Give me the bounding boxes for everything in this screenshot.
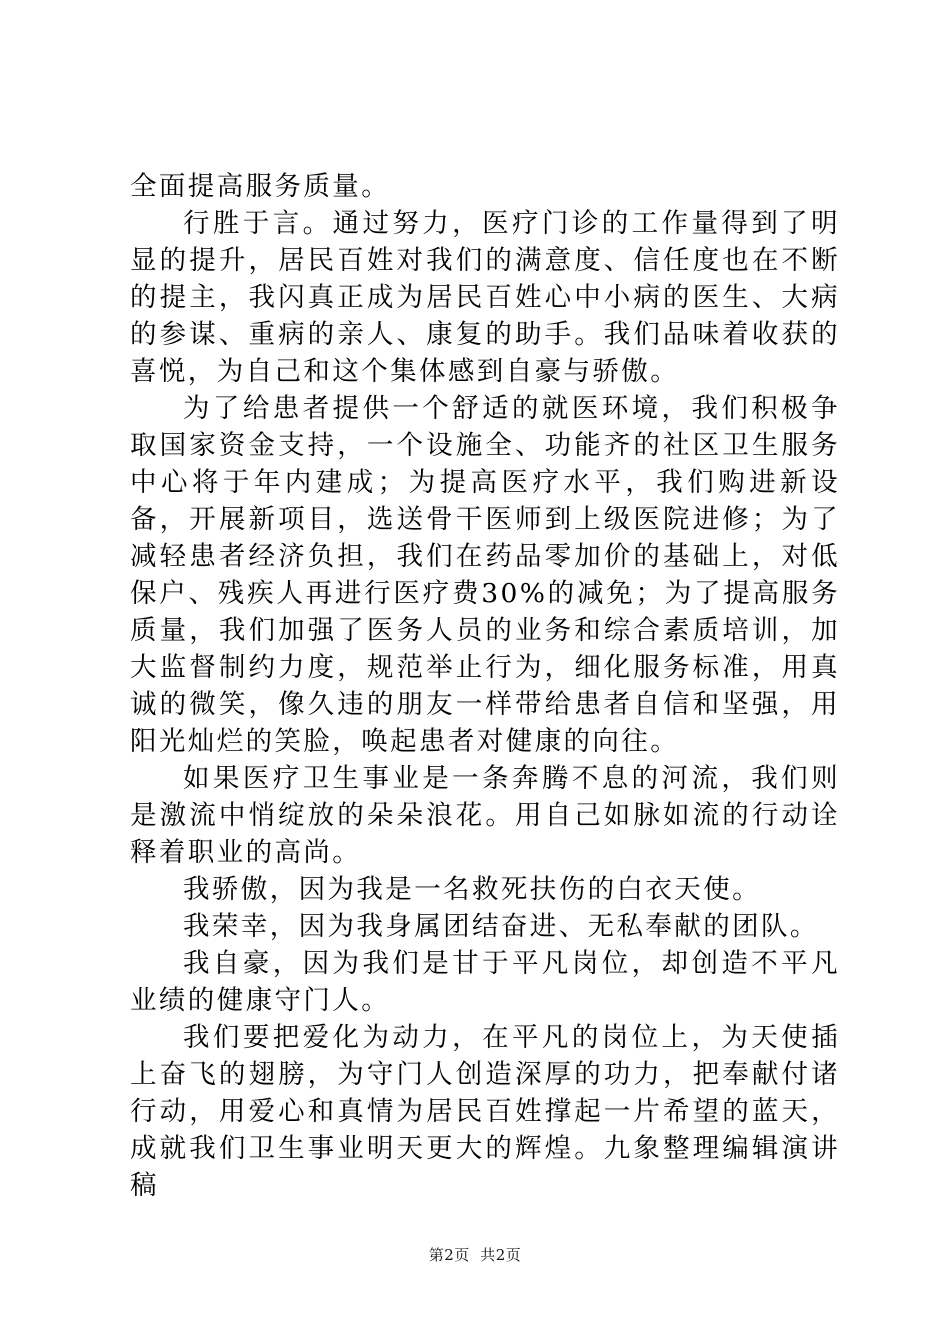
page-footer	[0, 1244, 950, 1265]
paragraph: 我骄傲，因为我是一名救死扶伤的白衣天使。	[183, 874, 761, 905]
page-number: 第2页 共2页	[428, 1246, 522, 1264]
paragraph: 行胜于言。通过努力，医疗门诊的工作量得到了明显的提升，居民百姓对我们的满意度、信任度也在不断的提主，我闪真正成为居民百姓心中小病的医生、大病的参谋、重病的亲人、康复的助手。我们品味着收获的喜悦，为自己和这个集体感到自豪与骄傲。	[130, 208, 840, 387]
paragraph: 全面提高服务质量。	[130, 171, 391, 202]
paragraph: 为了给患者提供一个舒适的就医环境，我们积极争取国家资金支持，一个设施全、功能齐的社区卫生服务中心将于年内建成；为提高医疗水平，我们购进新设备，开展新项目，选送骨干医师到上级医院进修；为了减轻患者经济负担，我们在药品零加价的基础上，对低保户、残疾人再进行医疗费30%的减免；为了提高服务质量，我们加强了医务人员的业务和综合素质培训，加大监督制约力度，规范举止行为，细化服务标准，用真诚的微笑，像久违的朋友一样带给患者自信和坚强，用阳光灿烂的笑脸，唤起患者对健康的向往。	[130, 393, 840, 757]
paragraph: 如果医疗卫生事业是一条奔腾不息的河流，我们则是激流中悄绽放的朵朵浪花。用自己如脉如流的行动诠释着职业的高尚。	[130, 763, 840, 868]
paragraph: 我荣幸，因为我身属团结奋进、无私奉献的团队。	[183, 911, 819, 942]
document-body	[130, 168, 840, 1204]
paragraph: 我们要把爱化为动力，在平凡的岗位上，为天使插上奋飞的翅膀，为守门人创造深厚的功力，把奉献付诸行动，用爱心和真情为居民百姓撑起一片希望的蓝天，成就我们卫生事业明天更大的辉煌。九象整理编辑演讲稿	[130, 1022, 840, 1201]
paragraph: 我自豪，因为我们是甘于平凡岗位，却创造不平凡业绩的健康守门人。	[130, 948, 840, 1016]
